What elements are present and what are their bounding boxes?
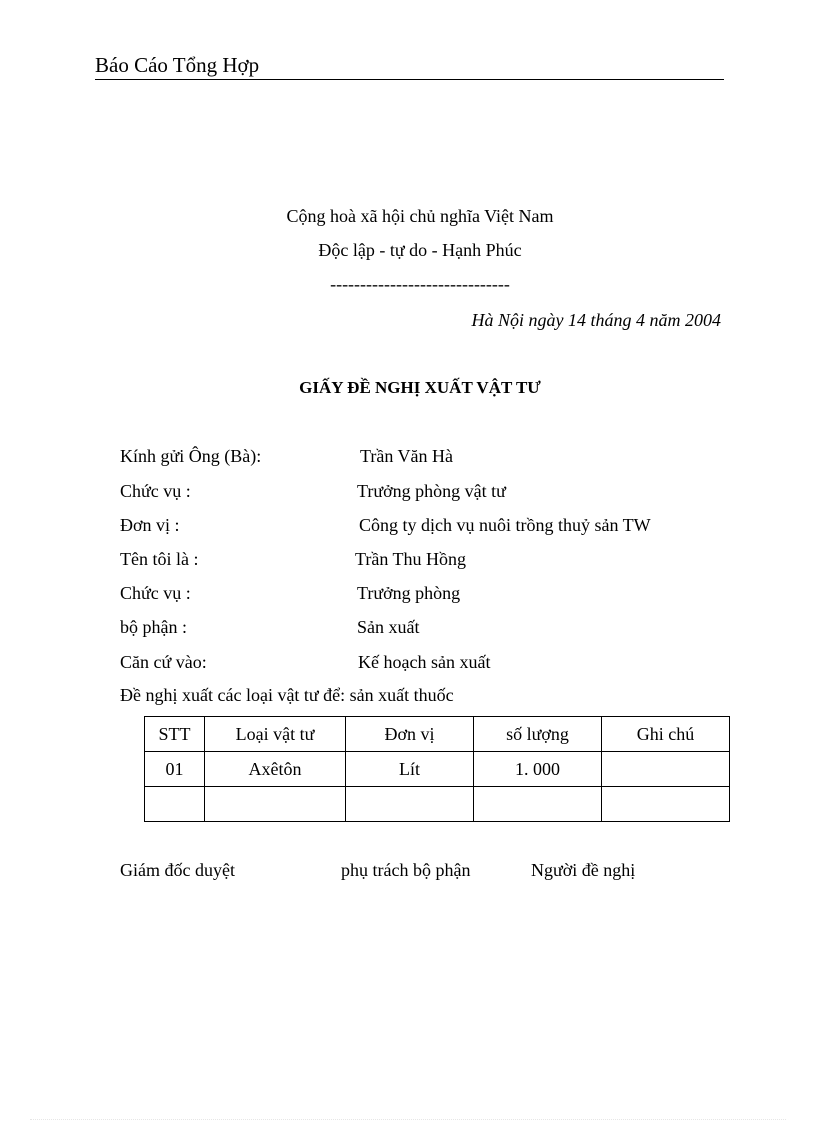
table-cell xyxy=(145,787,205,822)
field-label: bộ phận : xyxy=(120,617,187,637)
date-line: Hà Nội ngày 14 tháng 4 năm 2004 xyxy=(471,310,721,330)
footer-divider xyxy=(30,1119,786,1120)
field-value: Kế hoạch sản xuất xyxy=(358,652,491,672)
table-cell xyxy=(602,752,730,787)
table-cell: Lít xyxy=(346,752,474,787)
motto-separator: ------------------------------ xyxy=(330,274,510,294)
document-title: GIẤY ĐỀ NGHỊ XUẤT VẬT TƯ xyxy=(299,378,541,397)
table-cell: 1. 000 xyxy=(474,752,602,787)
field-value: Trần Thu Hồng xyxy=(355,549,467,569)
table-cell: 01 xyxy=(145,752,205,787)
column-header-unit: Đơn vị xyxy=(346,717,474,752)
table-cell xyxy=(474,787,602,822)
table-header-row xyxy=(145,717,730,752)
column-header-material: Loại vật tư xyxy=(205,717,346,752)
national-motto-line2: Độc lập - tự do - Hạnh Phúc xyxy=(318,240,522,260)
column-header-note: Ghi chú xyxy=(602,717,730,752)
field-label: Kính gửi Ông (Bà): xyxy=(120,446,262,466)
header-title: Báo Cáo Tổng Hợp xyxy=(95,53,260,77)
field-value: Trưởng phòng vật tư xyxy=(357,481,506,501)
table-row xyxy=(145,787,730,822)
field-label: Chức vụ : xyxy=(120,583,191,603)
table-cell: Axêtôn xyxy=(205,752,346,787)
table-row xyxy=(145,752,730,787)
field-value: Công ty dịch vụ nuôi trồng thuỷ sản TW xyxy=(359,515,651,535)
column-header-stt: STT xyxy=(145,717,205,752)
field-value: Trưởng phòng xyxy=(357,583,461,603)
page-header xyxy=(95,52,724,80)
request-line: Đề nghị xuất các loại vật tư để: sản xuất thuốc xyxy=(120,685,454,705)
signature-director-label: Giám đốc duyệt xyxy=(120,860,235,880)
signature-requester-label: Người đề nghị xyxy=(531,860,636,880)
field-label: Chức vụ : xyxy=(120,481,191,501)
field-label: Căn cứ vào: xyxy=(120,652,207,672)
materials-table xyxy=(144,716,730,822)
signature-department-head-label: phụ trách bộ phận xyxy=(341,860,471,880)
table-cell xyxy=(205,787,346,822)
field-value: Sản xuất xyxy=(357,617,420,637)
table-cell xyxy=(346,787,474,822)
field-value: Trần Văn Hà xyxy=(360,446,453,466)
field-label: Đơn vị : xyxy=(120,515,180,535)
field-label: Tên tôi là : xyxy=(120,549,199,569)
column-header-quantity: số lượng xyxy=(474,717,602,752)
national-motto-line1: Cộng hoà xã hội chủ nghĩa Việt Nam xyxy=(286,206,554,226)
table-cell xyxy=(602,787,730,822)
